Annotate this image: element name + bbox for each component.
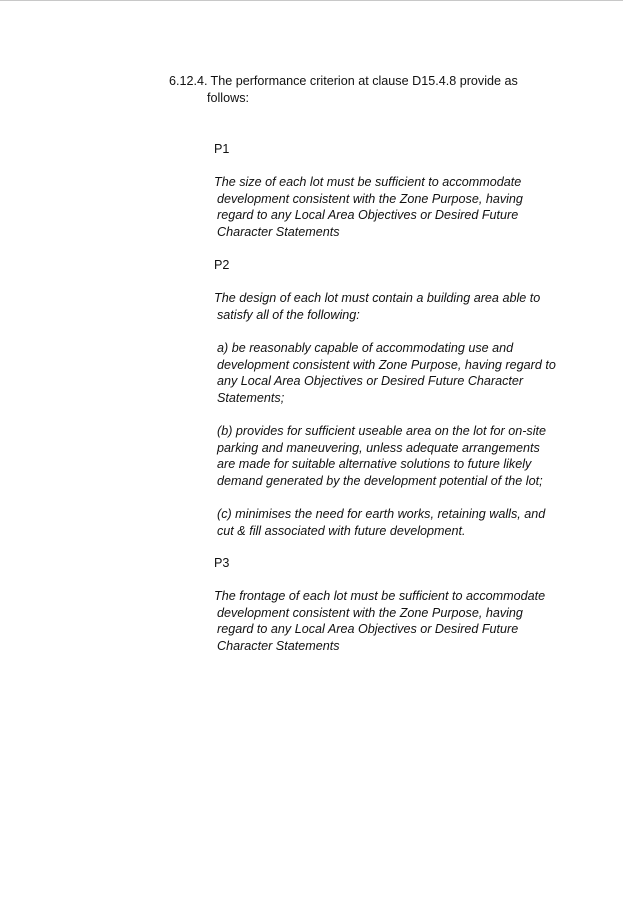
p1-text (214, 174, 574, 240)
p2-item-c-line: (c) minimises the need for earth works, retaining walls, and (217, 507, 546, 521)
p2-intro-line: satisfy all of the following: (217, 307, 360, 322)
p2-item-a-line: any Local Area Objectives or Desired Future Character (217, 374, 524, 389)
p3-text (214, 588, 574, 654)
clause-number: 6.12.4. (169, 74, 208, 88)
page-top-border (0, 0, 623, 1)
p3-line: Character Statements (217, 638, 340, 653)
p2-item-b-line: demand generated by the development potential of the lot; (217, 473, 543, 488)
p2-item-a-line: development consistent with Zone Purpose, having regard to (217, 357, 556, 372)
p2-item-b-line: are made for suitable alternative solutions to future likely (217, 457, 532, 472)
p3-line: development consistent with the Zone Purpose, having (217, 605, 523, 620)
p3-line: The frontage of each lot must be sufficient to accommodate (214, 589, 546, 603)
clause-6-12-4 (169, 73, 549, 107)
p1-line: Character Statements (217, 224, 340, 239)
clause-text-line-1: The performance criterion at clause D15.4.8 provide as (210, 74, 518, 88)
p1-label-text: P1 (214, 142, 230, 156)
p3-label (214, 555, 574, 572)
p1-label (214, 141, 574, 158)
clause-text-line-2: follows: (207, 91, 249, 105)
p2-label (214, 257, 574, 274)
p2-intro (214, 290, 574, 323)
p2-item-c (214, 506, 574, 539)
p3-label-text: P3 (214, 556, 230, 570)
p2-item-c-line: cut & fill associated with future development. (217, 523, 466, 538)
p1-line: The size of each lot must be sufficient to accommodate (214, 175, 522, 189)
p2-label-text: P2 (214, 258, 230, 272)
p2-intro-line: The design of each lot must contain a building area able to (214, 291, 541, 305)
p2-item-b-line: parking and maneuvering, unless adequate arrangements (217, 440, 540, 455)
p2-item-a-line: a) be reasonably capable of accommodating use and (217, 341, 514, 355)
p2-item-b-line: (b) provides for sufficient useable area on the lot for on-site (217, 424, 547, 438)
p2-item-a (214, 340, 574, 406)
p1-line: development consistent with the Zone Purpose, having (217, 191, 523, 206)
p2-item-a-line: Statements; (217, 390, 285, 405)
p1-line: regard to any Local Area Objectives or Desired Future (217, 208, 519, 223)
p2-item-b (214, 423, 574, 489)
p3-line: regard to any Local Area Objectives or Desired Future (217, 622, 519, 637)
